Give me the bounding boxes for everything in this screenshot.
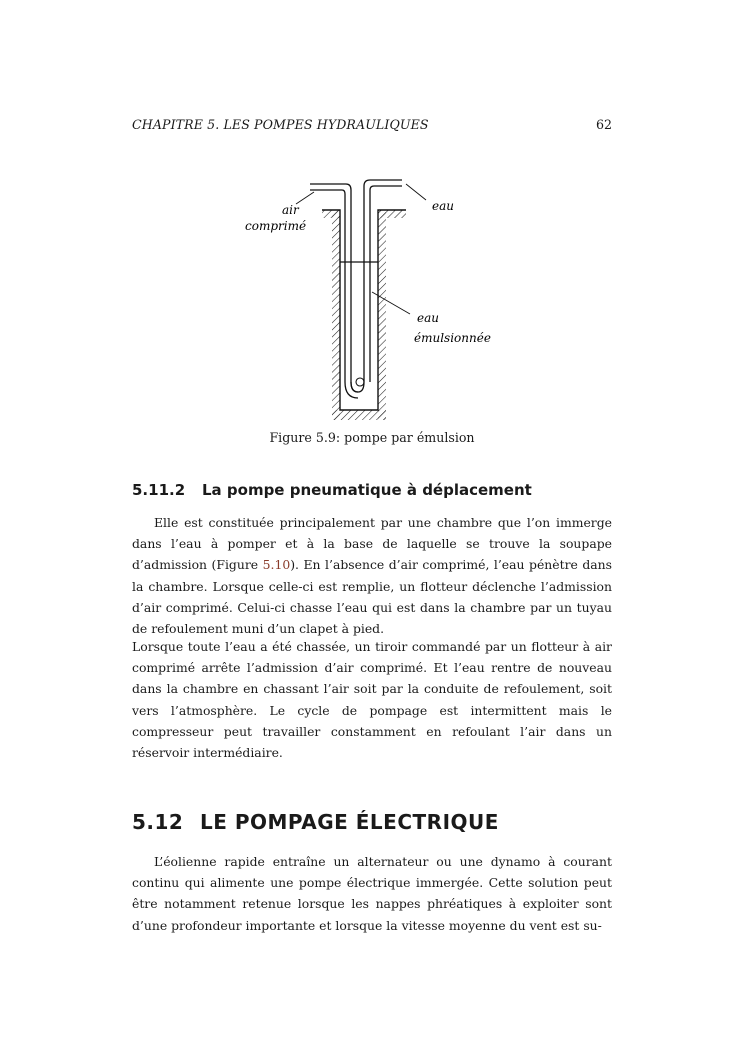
label-eau-bottom: eau	[417, 311, 439, 325]
page-number: 62	[595, 117, 612, 132]
label-air: air	[282, 203, 299, 217]
figure-emulsion-pump	[230, 170, 510, 428]
subsection-heading	[132, 481, 612, 499]
figure-ref-link[interactable]: 5.10	[262, 557, 291, 573]
section-heading	[132, 810, 612, 834]
paragraph-3-text: L’éolienne rapide entraîne un alternateur ou une dynamo à courant continu qui alimente une pompe électrique immergée. Cette solution peut être notamment retenue lorsque les nappes phréatiques à exploiter sont d’une profondeur importante et lorsque la vitesse moyenne du vent est su-	[132, 854, 612, 933]
leader-eau-top	[406, 184, 426, 200]
section-number: 5.12	[132, 810, 184, 834]
ground-hatch-left-wall	[332, 210, 340, 420]
paragraph-1-text-b: ). En l’absence d’air comprimé, l’eau pénètre dans la chambre. Lorsque celle-ci est remplie, un flotteur déclenche l’admission d’air comprimé. Celui-ci chasse l’eau qui est dans la chambre par un tuyau de refoulement muni d’un clapet à pied.	[132, 557, 612, 637]
chapter-title: CHAPITRE 5. LES POMPES HYDRAULIQUES	[132, 117, 429, 132]
label-eau-top: eau	[432, 199, 454, 213]
emulsion-pump-diagram	[230, 170, 510, 428]
u-bend	[351, 382, 364, 392]
paragraph-3	[132, 851, 612, 936]
paragraph-2: Lorsque toute l’eau a été chassée, un tiroir commandé par un flotteur à air comprimé arrête l’admission d’air comprimé. Et l’eau rentre de nouveau dans la chambre en chassant l’air soit par la conduite de refoulement, soit vers l’atmosphère. Le cycle de pompage est intermittent mais le compresseur peut travailler constamment en refoulant l’air dans un réservoir intermédiaire.	[132, 639, 612, 761]
subsection-number: 5.11.2	[132, 481, 186, 499]
label-emulsionnee: émulsionnée	[414, 331, 491, 345]
ground-hatch-right-wall	[378, 210, 386, 420]
paragraph-1-text-a: Elle est constituée principalement par une chambre que l’on immerge dans l’eau à pomper et à la base de laquelle se trouve la soupape d’admission (Figure	[132, 515, 612, 573]
subsection-title: La pompe pneumatique à déplacement	[202, 481, 532, 499]
section-title: LE POMPAGE ÉLECTRIQUE	[200, 810, 499, 834]
paragraph-1	[132, 512, 612, 639]
label-comprime: comprimé	[245, 219, 307, 233]
ground-hatch-bottom	[332, 410, 386, 420]
figure-caption: Figure 5.9: pompe par émulsion	[269, 430, 475, 445]
running-header	[132, 117, 612, 132]
